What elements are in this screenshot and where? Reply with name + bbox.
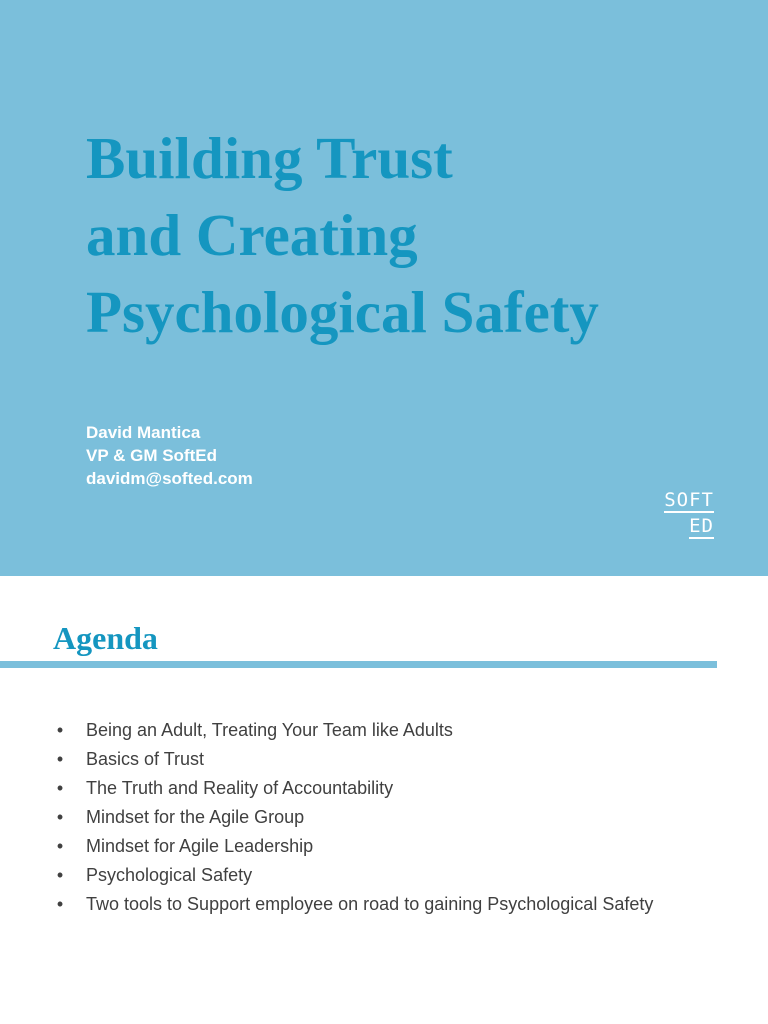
agenda-item-text: Psychological Safety: [86, 865, 253, 885]
bullet: •: [56, 778, 64, 798]
bullet: •: [56, 894, 64, 914]
agenda-item: [54, 774, 653, 803]
agenda-heading: Agenda: [53, 620, 158, 656]
agenda-item-text: Two tools to Support employee on road to gaining Psychological Safety: [86, 894, 654, 914]
bullet: •: [56, 720, 64, 740]
agenda-item: [54, 803, 653, 832]
slide-title: [86, 120, 599, 351]
agenda-item-text: Mindset for Agile Leadership: [86, 836, 314, 856]
slide-title-line-2: and Creating: [86, 202, 418, 268]
agenda-item: [54, 861, 653, 890]
bullet: •: [56, 807, 64, 827]
agenda-item-text: Mindset for the Agile Group: [86, 807, 305, 827]
author-email: davidm@softed.com: [86, 469, 253, 488]
bullet: •: [56, 836, 64, 856]
agenda-item-text: Basics of Trust: [86, 749, 205, 769]
author-name: David Mantica: [86, 423, 201, 442]
author-block: [86, 421, 253, 490]
agenda-list: [54, 716, 653, 919]
agenda-item-text: The Truth and Reality of Accountability: [86, 778, 394, 798]
bullet: •: [56, 865, 64, 885]
slide-title-line-3: Psychological Safety: [86, 279, 599, 345]
logo-line-soft: SOFT: [664, 489, 714, 511]
agenda-item: [54, 716, 653, 745]
author-role: VP & GM SoftEd: [86, 446, 217, 465]
agenda-divider: [0, 661, 717, 668]
agenda-item-text: Being an Adult, Treating Your Team like Adults: [86, 720, 453, 740]
agenda-item: [54, 832, 653, 861]
agenda-item: [54, 745, 653, 774]
bullet: •: [56, 749, 64, 769]
agenda-item: [54, 890, 653, 919]
softed-logo: [664, 490, 714, 542]
logo-line-ed: ED: [689, 515, 714, 537]
slide-title-line-1: Building Trust: [86, 125, 453, 191]
